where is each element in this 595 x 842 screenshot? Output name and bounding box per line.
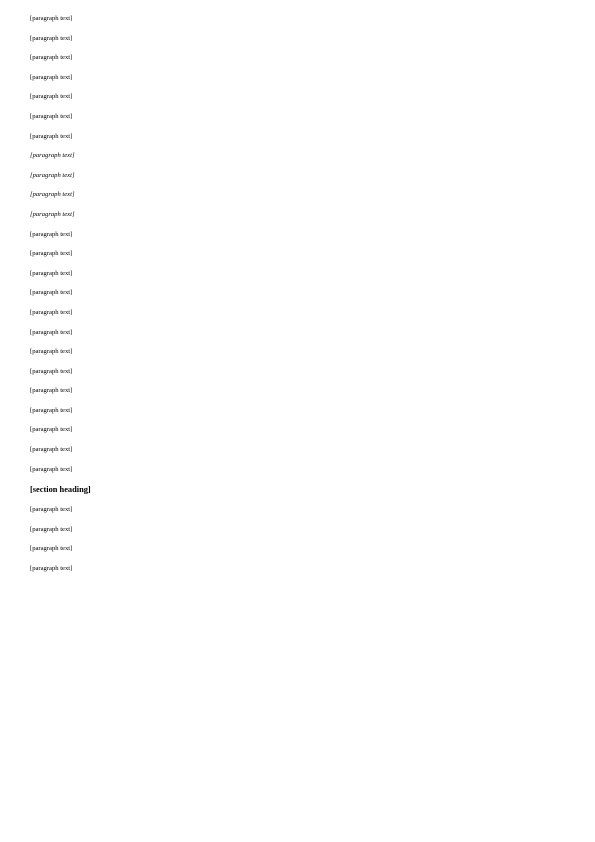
paragraph: [paragraph text]: [30, 112, 73, 120]
paragraph: [paragraph text]: [30, 289, 73, 297]
paragraph: [paragraph text]: [30, 446, 73, 454]
paragraph: [paragraph text]: [30, 406, 73, 414]
paragraph: [paragraph text]: [30, 328, 73, 336]
paragraph: [paragraph text]: [30, 565, 73, 573]
paragraph: [paragraph text]: [30, 387, 73, 395]
paragraph: [paragraph text]: [30, 15, 73, 22]
paragraph: [paragraph text]: [30, 525, 73, 533]
paragraph: [paragraph text]: [30, 269, 73, 277]
section-heading: [section heading]: [30, 485, 91, 495]
paragraph-italic: [paragraph text]: [30, 152, 75, 160]
paragraph-italic: [paragraph text]: [30, 171, 75, 179]
paragraph: [paragraph text]: [30, 308, 73, 316]
paragraph: [paragraph text]: [30, 506, 73, 514]
paragraph: [paragraph text]: [30, 34, 73, 42]
paragraph: [paragraph text]: [30, 73, 73, 81]
paragraph: [paragraph text]: [30, 93, 73, 101]
paragraph: [paragraph text]: [30, 545, 73, 553]
document-page: [30, 14, 565, 584]
paragraph: [paragraph text]: [30, 54, 73, 62]
paragraph: [paragraph text]: [30, 465, 73, 473]
paragraph: [paragraph text]: [30, 250, 73, 258]
paragraph: [paragraph text]: [30, 426, 73, 434]
paragraph-italic: [paragraph text]: [30, 191, 75, 199]
paragraph-italic: [paragraph text]: [30, 210, 75, 218]
paragraph: [paragraph text]: [30, 367, 73, 375]
paragraph: [paragraph text]: [30, 230, 73, 238]
paragraph: [paragraph text]: [30, 348, 73, 356]
paragraph: [paragraph text]: [30, 132, 73, 140]
